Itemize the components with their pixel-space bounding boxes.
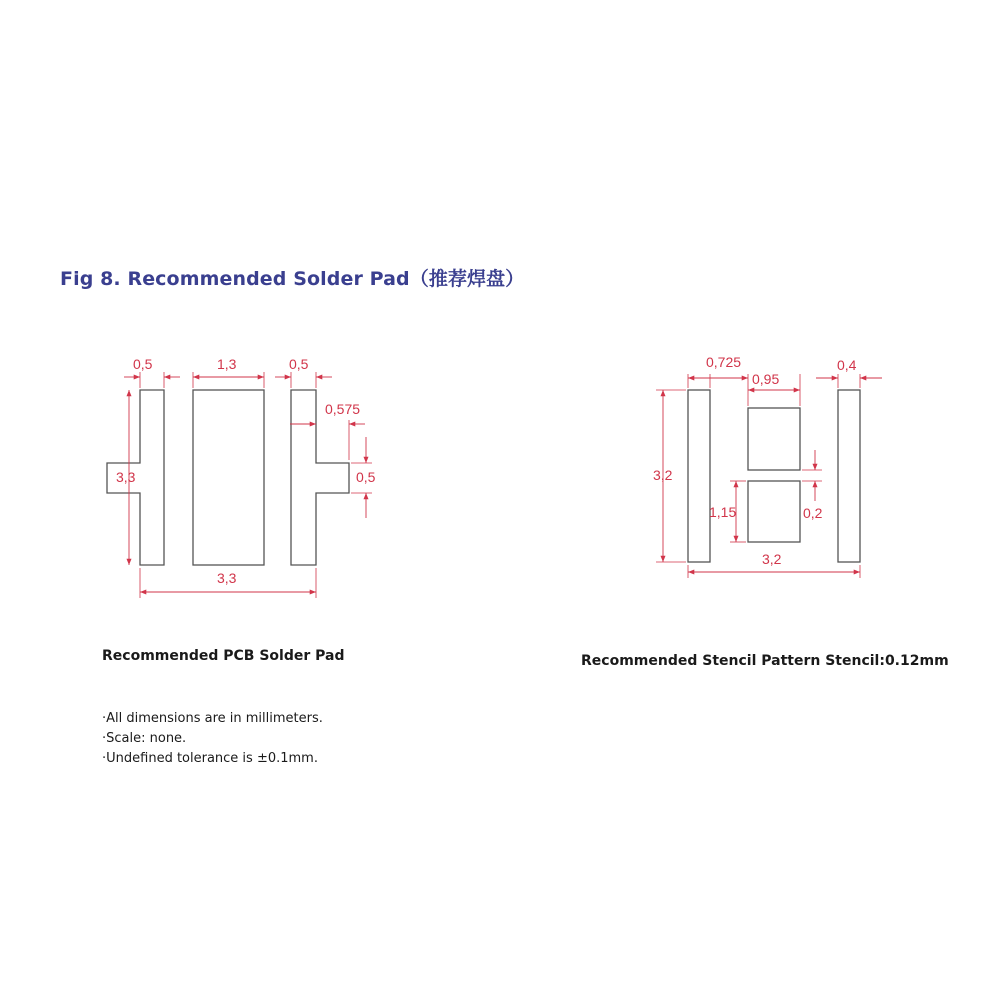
figure-title: Fig 8. Recommended Solder Pad（推荐焊盘） bbox=[60, 268, 525, 290]
dim-pad-height: 3,3 bbox=[116, 469, 136, 485]
dim-aperture-width: 0,95 bbox=[752, 371, 780, 387]
dim-tab-height: 0,5 bbox=[356, 469, 376, 485]
dim-right-strip-width: 0,4 bbox=[837, 357, 857, 373]
center-pad bbox=[193, 390, 264, 565]
dim-left-pad-width: 0,5 bbox=[133, 356, 153, 372]
notes-block bbox=[102, 709, 323, 769]
dim-right-pad-width: 0,5 bbox=[289, 356, 309, 372]
dim-center-pad-width: 1,3 bbox=[217, 356, 237, 372]
pcb-pad-drawing bbox=[107, 356, 376, 598]
stencil-drawing bbox=[653, 354, 882, 578]
note-tolerance: ·Undefined tolerance is ±0.1mm. bbox=[102, 751, 318, 766]
note-units: ·All dimensions are in millimeters. bbox=[102, 711, 323, 726]
dim-total-width: 3,3 bbox=[217, 570, 237, 586]
pcb-pad-caption: Recommended PCB Solder Pad bbox=[102, 648, 345, 664]
stencil-aperture-bottom bbox=[748, 481, 800, 542]
stencil-left-strip bbox=[688, 390, 710, 562]
stencil-aperture-top bbox=[748, 408, 800, 470]
dim-left-offset: 0,725 bbox=[706, 354, 742, 370]
dim-stencil-height: 3,2 bbox=[653, 467, 673, 483]
dim-stencil-total-width: 3,2 bbox=[762, 551, 782, 567]
stencil-caption: Recommended Stencil Pattern Stencil:0.12mm bbox=[581, 653, 949, 669]
dim-aperture-gap: 0,2 bbox=[803, 505, 823, 521]
note-scale: ·Scale: none. bbox=[102, 731, 187, 746]
stencil-right-strip bbox=[838, 390, 860, 562]
dim-aperture-height: 1,15 bbox=[709, 504, 737, 520]
dim-tab-length: 0,575 bbox=[325, 401, 361, 417]
